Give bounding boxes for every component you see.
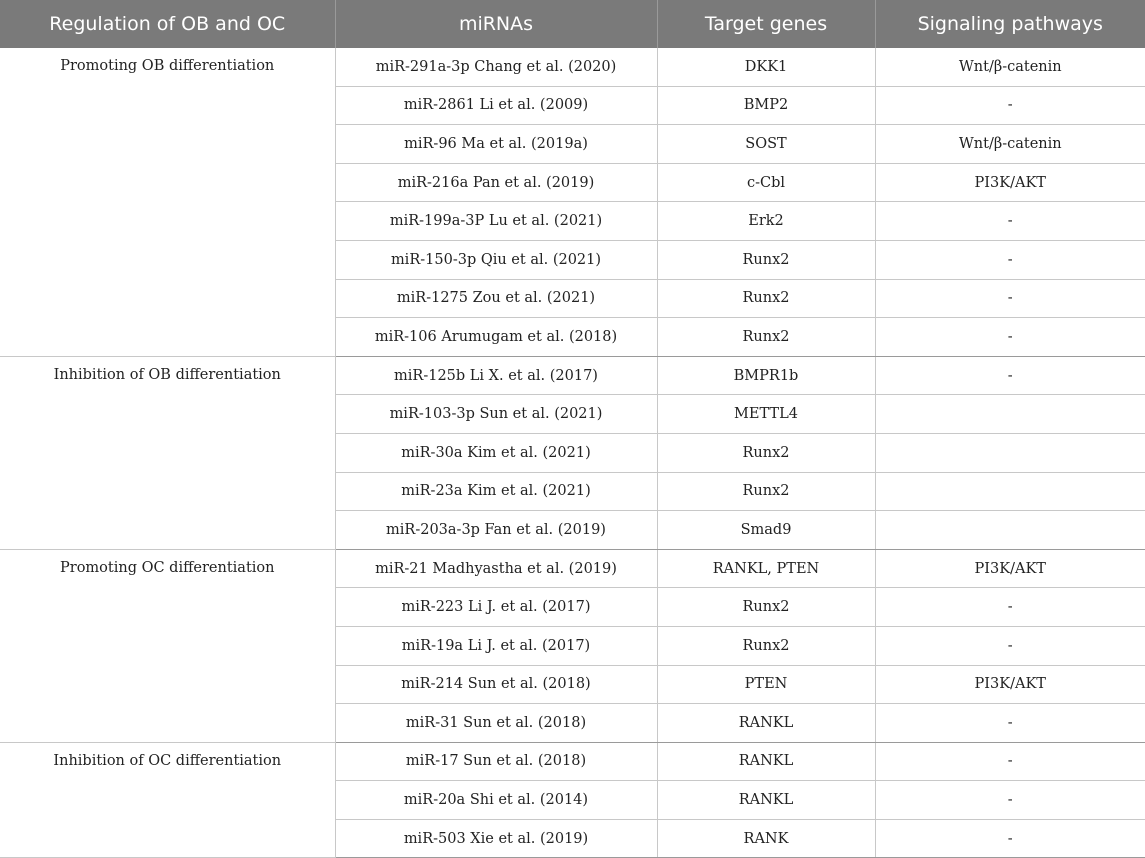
header-mirnas: miRNAs: [335, 0, 657, 48]
target-gene-cell: Runx2: [657, 433, 875, 472]
pathway-cell: -: [875, 318, 1145, 357]
target-gene-cell: Runx2: [657, 626, 875, 665]
pathway-cell: [875, 395, 1145, 434]
pathway-cell: -: [875, 240, 1145, 279]
target-gene-cell: METTL4: [657, 395, 875, 434]
mirna-cell: miR-23a Kim et al. (2021): [335, 472, 657, 511]
pathway-cell: Wnt/β-catenin: [875, 48, 1145, 86]
target-gene-cell: BMPR1b: [657, 356, 875, 395]
mirna-cell: miR-216a Pan et al. (2019): [335, 163, 657, 202]
mirna-cell: miR-1275 Zou et al. (2021): [335, 279, 657, 318]
pathway-cell: -: [875, 202, 1145, 241]
mirna-cell: miR-214 Sun et al. (2018): [335, 665, 657, 704]
pathway-cell: [875, 472, 1145, 511]
mirna-cell: miR-30a Kim et al. (2021): [335, 433, 657, 472]
mirna-cell: miR-199a-3P Lu et al. (2021): [335, 202, 657, 241]
mirna-cell: miR-203a-3p Fan et al. (2019): [335, 511, 657, 550]
target-gene-cell: Runx2: [657, 588, 875, 627]
target-gene-cell: Runx2: [657, 472, 875, 511]
mirna-cell: miR-21 Madhyastha et al. (2019): [335, 549, 657, 588]
header-row: [0, 0, 1145, 48]
mirna-cell: miR-103-3p Sun et al. (2021): [335, 395, 657, 434]
target-gene-cell: BMP2: [657, 86, 875, 125]
pathway-cell: -: [875, 588, 1145, 627]
table-body: [0, 48, 1145, 858]
table-row: [0, 48, 1145, 86]
table-row: [0, 356, 1145, 395]
header-target-genes: Target genes: [657, 0, 875, 48]
mirna-cell: miR-503 Xie et al. (2019): [335, 819, 657, 858]
mirna-cell: miR-19a Li J. et al. (2017): [335, 626, 657, 665]
target-gene-cell: RANKL: [657, 704, 875, 743]
target-gene-cell: c-Cbl: [657, 163, 875, 202]
regulation-group-label: Inhibition of OC differentiation: [0, 742, 335, 858]
pathway-cell: -: [875, 86, 1145, 125]
target-gene-cell: Runx2: [657, 240, 875, 279]
pathway-cell: PI3K/AKT: [875, 163, 1145, 202]
pathway-cell: -: [875, 356, 1145, 395]
table-row: [0, 742, 1145, 781]
mirna-cell: miR-2861 Li et al. (2009): [335, 86, 657, 125]
mirna-cell: miR-223 Li J. et al. (2017): [335, 588, 657, 627]
target-gene-cell: Smad9: [657, 511, 875, 550]
pathway-cell: [875, 433, 1145, 472]
mirna-cell: miR-291a-3p Chang et al. (2020): [335, 48, 657, 86]
pathway-cell: -: [875, 819, 1145, 858]
target-gene-cell: RANKL: [657, 742, 875, 781]
mirna-cell: miR-31 Sun et al. (2018): [335, 704, 657, 743]
regulation-group-label: Promoting OB differentiation: [0, 48, 335, 356]
pathway-cell: -: [875, 704, 1145, 743]
target-gene-cell: Runx2: [657, 279, 875, 318]
pathway-cell: -: [875, 742, 1145, 781]
mirna-cell: miR-106 Arumugam et al. (2018): [335, 318, 657, 357]
mirna-cell: miR-150-3p Qiu et al. (2021): [335, 240, 657, 279]
pathway-cell: -: [875, 626, 1145, 665]
mirna-cell: miR-17 Sun et al. (2018): [335, 742, 657, 781]
target-gene-cell: DKK1: [657, 48, 875, 86]
mirna-cell: miR-20a Shi et al. (2014): [335, 781, 657, 820]
target-gene-cell: RANK: [657, 819, 875, 858]
target-gene-cell: SOST: [657, 125, 875, 164]
pathway-cell: -: [875, 781, 1145, 820]
pathway-cell: [875, 511, 1145, 550]
pathway-cell: -: [875, 279, 1145, 318]
target-gene-cell: RANKL, PTEN: [657, 549, 875, 588]
regulation-group-label: Promoting OC differentiation: [0, 549, 335, 742]
target-gene-cell: Erk2: [657, 202, 875, 241]
pathway-cell: PI3K/AKT: [875, 665, 1145, 704]
target-gene-cell: PTEN: [657, 665, 875, 704]
table-header: [0, 0, 1145, 48]
mirna-cell: miR-125b Li X. et al. (2017): [335, 356, 657, 395]
regulation-group-label: Inhibition of OB differentiation: [0, 356, 335, 549]
pathway-cell: Wnt/β-catenin: [875, 125, 1145, 164]
pathway-cell: PI3K/AKT: [875, 549, 1145, 588]
target-gene-cell: Runx2: [657, 318, 875, 357]
target-gene-cell: RANKL: [657, 781, 875, 820]
table-row: [0, 549, 1145, 588]
header-signaling-pathways: Signaling pathways: [875, 0, 1145, 48]
header-regulation: Regulation of OB and OC: [0, 0, 335, 48]
mirna-cell: miR-96 Ma et al. (2019a): [335, 125, 657, 164]
